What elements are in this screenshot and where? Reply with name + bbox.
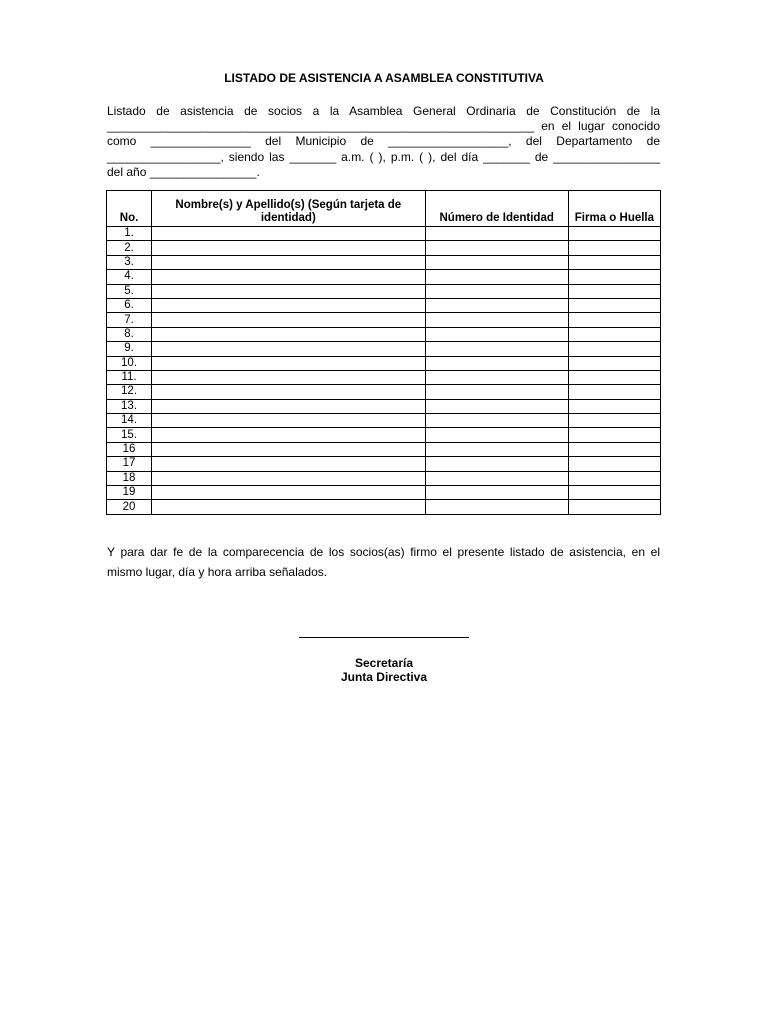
table-row — [107, 270, 661, 284]
name-cell[interactable] — [152, 414, 425, 428]
signature-cell[interactable] — [568, 327, 660, 341]
row-number: 12. — [107, 385, 152, 399]
table-row — [107, 457, 661, 471]
signature-cell[interactable] — [568, 298, 660, 312]
id-cell[interactable] — [425, 284, 568, 298]
signature-block — [0, 656, 768, 684]
name-cell[interactable] — [152, 255, 425, 269]
name-cell[interactable] — [152, 356, 425, 370]
name-cell[interactable] — [152, 442, 425, 456]
table-row — [107, 500, 661, 514]
signature-cell[interactable] — [568, 342, 660, 356]
name-cell[interactable] — [152, 385, 425, 399]
table-row — [107, 327, 661, 341]
signature-cell[interactable] — [568, 442, 660, 456]
id-cell[interactable] — [425, 270, 568, 284]
signature-cell[interactable] — [568, 370, 660, 384]
signature-cell[interactable] — [568, 241, 660, 255]
intro-line-4: _________________, siendo las _______ a.m. ( ), p.m. ( ), del día _______ de ________________ — [107, 149, 660, 164]
signature-body: Junta Directiva — [340, 670, 428, 684]
id-cell[interactable] — [425, 327, 568, 341]
signature-cell[interactable] — [568, 500, 660, 514]
table-row — [107, 370, 661, 384]
table-row — [107, 414, 661, 428]
signature-line — [299, 637, 469, 638]
signature-cell[interactable] — [568, 356, 660, 370]
table-row — [107, 313, 661, 327]
intro-paragraph — [107, 104, 660, 180]
attendance-table — [106, 190, 661, 515]
table-header-row — [107, 191, 661, 227]
id-cell[interactable] — [425, 227, 568, 241]
row-number: 7. — [107, 313, 152, 327]
name-cell[interactable] — [152, 370, 425, 384]
header-id: Número de Identidad — [425, 191, 568, 227]
row-number: 10. — [107, 356, 152, 370]
signature-role: Secretaría — [354, 656, 414, 670]
name-cell[interactable] — [152, 270, 425, 284]
name-cell[interactable] — [152, 471, 425, 485]
row-number: 13. — [107, 399, 152, 413]
row-number: 17 — [107, 457, 152, 471]
intro-line-2: ________________________________________________________________ en el lugar conocido — [107, 119, 660, 134]
name-cell[interactable] — [152, 486, 425, 500]
table-row — [107, 356, 661, 370]
id-cell[interactable] — [425, 385, 568, 399]
table-row — [107, 442, 661, 456]
name-cell[interactable] — [152, 327, 425, 341]
signature-cell[interactable] — [568, 428, 660, 442]
table-row — [107, 399, 661, 413]
row-number: 1. — [107, 227, 152, 241]
signature-cell[interactable] — [568, 227, 660, 241]
row-number: 6. — [107, 298, 152, 312]
name-cell[interactable] — [152, 241, 425, 255]
id-cell[interactable] — [425, 370, 568, 384]
id-cell[interactable] — [425, 457, 568, 471]
row-number: 2. — [107, 241, 152, 255]
table-row — [107, 428, 661, 442]
signature-cell[interactable] — [568, 270, 660, 284]
name-cell[interactable] — [152, 399, 425, 413]
row-number: 20 — [107, 500, 152, 514]
closing-line-1: Y para dar fe de la comparecencia de los socios(as) firmo el presente listado de asistencia, en el — [107, 545, 660, 559]
row-number: 4. — [107, 270, 152, 284]
header-no: No. — [107, 191, 152, 227]
id-cell[interactable] — [425, 414, 568, 428]
name-cell[interactable] — [152, 284, 425, 298]
row-number: 18 — [107, 471, 152, 485]
signature-cell[interactable] — [568, 313, 660, 327]
table-row — [107, 284, 661, 298]
name-cell[interactable] — [152, 428, 425, 442]
row-number: 8. — [107, 327, 152, 341]
signature-cell[interactable] — [568, 399, 660, 413]
closing-line-2: mismo lugar, día y hora arriba señalados. — [107, 565, 328, 579]
header-signature: Firma o Huella — [568, 191, 660, 227]
name-cell[interactable] — [152, 500, 425, 514]
table-row — [107, 241, 661, 255]
closing-paragraph — [107, 542, 660, 582]
attendance-table-body — [107, 227, 661, 515]
signature-cell[interactable] — [568, 385, 660, 399]
name-cell[interactable] — [152, 227, 425, 241]
signature-cell[interactable] — [568, 457, 660, 471]
table-row — [107, 255, 661, 269]
signature-cell[interactable] — [568, 486, 660, 500]
table-row — [107, 486, 661, 500]
row-number: 19 — [107, 486, 152, 500]
table-row — [107, 471, 661, 485]
name-cell[interactable] — [152, 313, 425, 327]
id-cell[interactable] — [425, 428, 568, 442]
name-cell[interactable] — [152, 342, 425, 356]
row-number: 14. — [107, 414, 152, 428]
id-cell[interactable] — [425, 500, 568, 514]
row-number: 16 — [107, 442, 152, 456]
intro-line-3: como _______________ del Municipio de __________________, del Departamento de — [107, 134, 660, 149]
signature-cell[interactable] — [568, 284, 660, 298]
row-number: 3. — [107, 255, 152, 269]
id-cell[interactable] — [425, 255, 568, 269]
id-cell[interactable] — [425, 356, 568, 370]
id-cell[interactable] — [425, 471, 568, 485]
name-cell[interactable] — [152, 298, 425, 312]
row-number: 11. — [107, 370, 152, 384]
table-row — [107, 342, 661, 356]
id-cell[interactable] — [425, 298, 568, 312]
row-number: 5. — [107, 284, 152, 298]
intro-line-1: Listado de asistencia de socios a la Asamblea General Ordinaria de Constitución de la — [107, 104, 660, 118]
id-cell[interactable] — [425, 486, 568, 500]
signature-cell[interactable] — [568, 414, 660, 428]
document-title: LISTADO DE ASISTENCIA A ASAMBLEA CONSTITUTIVA — [224, 71, 544, 85]
table-row — [107, 227, 661, 241]
intro-line-5: del año ________________. — [107, 164, 260, 179]
table-row — [107, 385, 661, 399]
id-cell[interactable] — [425, 442, 568, 456]
id-cell[interactable] — [425, 342, 568, 356]
signature-cell[interactable] — [568, 471, 660, 485]
header-name: Nombre(s) y Apellido(s) (Según tarjeta de identidad) — [152, 191, 425, 227]
name-cell[interactable] — [152, 457, 425, 471]
row-number: 9. — [107, 342, 152, 356]
row-number: 15. — [107, 428, 152, 442]
id-cell[interactable] — [425, 241, 568, 255]
table-row — [107, 298, 661, 312]
id-cell[interactable] — [425, 313, 568, 327]
id-cell[interactable] — [425, 399, 568, 413]
signature-cell[interactable] — [568, 255, 660, 269]
